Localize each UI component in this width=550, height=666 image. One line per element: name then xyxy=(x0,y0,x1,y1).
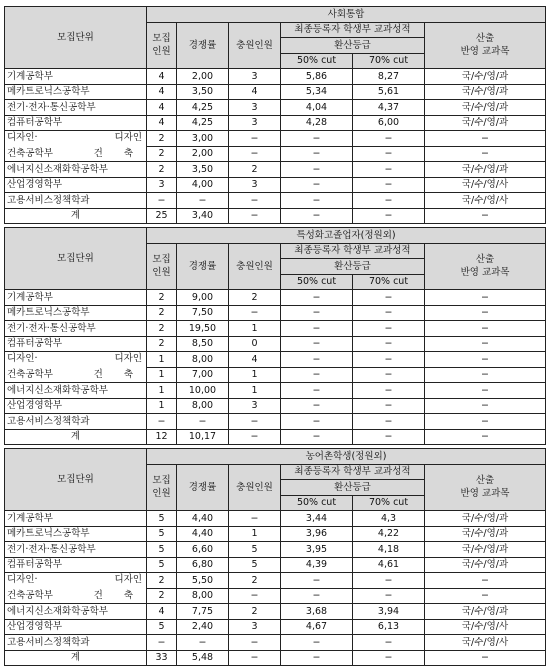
ratio-cell: 2,40 xyxy=(177,619,229,635)
header-cut50: 50% cut xyxy=(281,53,353,69)
unit-name: 기계공학부 xyxy=(5,511,147,527)
unit-architecture-sub-label: 건 축 xyxy=(93,368,142,380)
header-added: 충원인원 xyxy=(229,243,281,290)
quota-cell: 5 xyxy=(147,619,177,635)
header-reflected-subjects xyxy=(425,243,546,290)
cut70-cell: − xyxy=(353,336,425,352)
header-cut70: 70% cut xyxy=(353,53,425,69)
header-refl-line1: 산출 xyxy=(475,475,495,487)
unit-name: 전기·전자·통신공학부 xyxy=(5,100,147,116)
table-row xyxy=(5,305,546,321)
header-unit xyxy=(5,449,147,511)
cut70-cell: − xyxy=(353,146,425,162)
quota-cell: 1 xyxy=(147,383,177,399)
unit-design-architecture xyxy=(5,573,147,604)
cut70-cell: − xyxy=(353,414,425,430)
added-cell: 0 xyxy=(229,336,281,352)
unit-name: 메카트로닉스공학부 xyxy=(5,84,147,100)
added-cell: 2 xyxy=(229,604,281,620)
results-table-3 xyxy=(4,448,545,666)
ratio-cell: 3,00 xyxy=(177,131,229,147)
quota-cell: 2 xyxy=(147,305,177,321)
table-row xyxy=(5,290,546,306)
ratio-cell: 8,50 xyxy=(177,336,229,352)
header-eval-line2: 환산등급 xyxy=(281,259,425,275)
cut70-cell: − xyxy=(353,635,425,651)
table-row xyxy=(5,352,546,368)
table-title: 사회통합 xyxy=(147,7,546,23)
ratio-cell: 5,50 xyxy=(177,573,229,589)
unit-name: 계 xyxy=(5,429,147,445)
quota-cell: 5 xyxy=(147,526,177,542)
subjects-cell: 국/수/영/과 xyxy=(425,526,546,542)
quota-cell: 2 xyxy=(147,131,177,147)
header-eval-line1: 최종등록자 학생부 교과성적 xyxy=(281,243,425,259)
ratio-cell: 8,00 xyxy=(177,588,229,604)
table-row xyxy=(5,336,546,352)
quota-cell: 2 xyxy=(147,336,177,352)
cut50-cell: − xyxy=(281,635,353,651)
subjects-cell: 국/수/영/과 xyxy=(425,69,546,85)
table-row xyxy=(5,398,546,414)
table-row xyxy=(5,429,546,445)
quota-cell: 3 xyxy=(147,177,177,193)
table-row xyxy=(5,69,546,85)
subjects-cell: − xyxy=(425,414,546,430)
subjects-cell: 국/수/영/과 xyxy=(425,604,546,620)
unit-name: 메카트로닉스공학부 xyxy=(5,526,147,542)
unit-design-sub-label: 디자인 xyxy=(114,353,142,364)
quota-cell: 5 xyxy=(147,557,177,573)
subjects-cell: − xyxy=(425,305,546,321)
added-cell: − xyxy=(229,429,281,445)
cut70-cell: − xyxy=(353,573,425,589)
ratio-cell: 8,00 xyxy=(177,398,229,414)
unit-name: 고용서비스정책학과 xyxy=(5,414,147,430)
unit-design-label: 디자인· xyxy=(7,132,38,143)
table-row xyxy=(5,511,546,527)
subjects-cell: 국/수/영/과 xyxy=(425,511,546,527)
header-quota-line2: 인원 xyxy=(152,267,171,279)
added-cell: − xyxy=(229,146,281,162)
cut70-cell: 3,94 xyxy=(353,604,425,620)
cut50-cell: − xyxy=(281,650,353,666)
results-table-1 xyxy=(4,6,545,224)
cut50-cell: − xyxy=(281,367,353,383)
unit-architecture-label: 건축공학부 xyxy=(7,589,53,601)
unit-name: 컴퓨터공학부 xyxy=(5,115,147,131)
subjects-cell: − xyxy=(425,131,546,147)
cut50-cell: − xyxy=(281,290,353,306)
table-row xyxy=(5,557,546,573)
cut70-cell: − xyxy=(353,650,425,666)
unit-name: 에너지신소재화학공학부 xyxy=(5,604,147,620)
added-cell: 1 xyxy=(229,321,281,337)
table-row xyxy=(5,321,546,337)
header-added: 충원인원 xyxy=(229,22,281,69)
unit-name: 기계공학부 xyxy=(5,290,147,306)
header-cut50: 50% cut xyxy=(281,274,353,290)
header-cut50: 50% cut xyxy=(281,495,353,511)
ratio-cell: 4,00 xyxy=(177,177,229,193)
header-cut70: 70% cut xyxy=(353,495,425,511)
subjects-cell: − xyxy=(425,588,546,604)
table-row xyxy=(5,650,546,666)
header-quota xyxy=(147,464,177,511)
unit-design-sub-label: 디자인 xyxy=(114,574,142,585)
quota-cell: − xyxy=(147,193,177,209)
header-unit-label: 모집단위 xyxy=(57,32,94,43)
quota-cell: 2 xyxy=(147,573,177,589)
table-row xyxy=(5,100,546,116)
unit-name: 전기·전자·통신공학부 xyxy=(5,542,147,558)
subjects-cell: 국/수/영/과 xyxy=(425,542,546,558)
subjects-cell: − xyxy=(425,367,546,383)
header-cut70: 70% cut xyxy=(353,274,425,290)
unit-name: 컴퓨터공학부 xyxy=(5,557,147,573)
subjects-cell: 국/수/영/과 xyxy=(425,115,546,131)
table-row xyxy=(5,177,546,193)
results-table-2 xyxy=(4,227,545,445)
header-ratio: 경쟁률 xyxy=(177,22,229,69)
unit-architecture-sub-label: 건 축 xyxy=(93,147,142,159)
ratio-cell: 3,50 xyxy=(177,84,229,100)
ratio-cell: − xyxy=(177,635,229,651)
cut50-cell: 3,68 xyxy=(281,604,353,620)
ratio-cell: 7,75 xyxy=(177,604,229,620)
cut50-cell: − xyxy=(281,588,353,604)
cut50-cell: − xyxy=(281,398,353,414)
cut70-cell: − xyxy=(353,208,425,224)
cut70-cell: 4,3 xyxy=(353,511,425,527)
added-cell: − xyxy=(229,208,281,224)
cut50-cell: − xyxy=(281,573,353,589)
header-eval-line1: 최종등록자 학생부 교과성적 xyxy=(281,22,425,38)
cut70-cell: − xyxy=(353,177,425,193)
ratio-cell: 4,40 xyxy=(177,526,229,542)
quota-cell: 2 xyxy=(147,162,177,178)
ratio-cell: − xyxy=(177,193,229,209)
subjects-cell: − xyxy=(425,573,546,589)
quota-cell: 4 xyxy=(147,69,177,85)
header-quota-line2: 인원 xyxy=(152,46,171,58)
subjects-cell: 국/수/영/사 xyxy=(425,177,546,193)
unit-design-sub-label: 디자인 xyxy=(114,132,142,143)
quota-cell: 1 xyxy=(147,352,177,368)
table-row xyxy=(5,414,546,430)
header-quota-line2: 인원 xyxy=(152,488,171,500)
table-row xyxy=(5,542,546,558)
header-reflected-subjects xyxy=(425,22,546,69)
added-cell: 5 xyxy=(229,557,281,573)
header-refl-line2: 반영 교과목 xyxy=(460,488,510,500)
header-quota-line1: 모집 xyxy=(152,33,171,45)
unit-name: 고용서비스정책학과 xyxy=(5,635,147,651)
cut50-cell: − xyxy=(281,146,353,162)
header-reflected-subjects xyxy=(425,464,546,511)
header-refl-line2: 반영 교과목 xyxy=(460,267,510,279)
cut70-cell: 8,27 xyxy=(353,69,425,85)
subjects-cell: − xyxy=(425,429,546,445)
unit-design-label: 디자인· xyxy=(7,574,38,585)
table-title: 특성화고졸업자(정원외) xyxy=(147,228,546,244)
unit-name: 컴퓨터공학부 xyxy=(5,336,147,352)
unit-name: 계 xyxy=(5,208,147,224)
cut50-cell: − xyxy=(281,383,353,399)
cut50-cell: 3,96 xyxy=(281,526,353,542)
unit-name: 산업경영학부 xyxy=(5,398,147,414)
cut50-cell: − xyxy=(281,177,353,193)
added-cell: 2 xyxy=(229,290,281,306)
cut50-cell: 5,86 xyxy=(281,69,353,85)
quota-cell: 4 xyxy=(147,100,177,116)
header-unit-label: 모집단위 xyxy=(57,253,94,264)
cut70-cell: − xyxy=(353,367,425,383)
ratio-cell: 19,50 xyxy=(177,321,229,337)
unit-name: 기계공학부 xyxy=(5,69,147,85)
cut50-cell: − xyxy=(281,414,353,430)
ratio-cell: 5,48 xyxy=(177,650,229,666)
header-quota-line1: 모집 xyxy=(152,475,171,487)
unit-name: 산업경영학부 xyxy=(5,177,147,193)
added-cell: 2 xyxy=(229,162,281,178)
quota-cell: 1 xyxy=(147,398,177,414)
quota-cell: 2 xyxy=(147,321,177,337)
quota-cell: − xyxy=(147,635,177,651)
cut70-cell: 4,22 xyxy=(353,526,425,542)
cut50-cell: 3,95 xyxy=(281,542,353,558)
unit-architecture-label: 건축공학부 xyxy=(7,147,53,159)
quota-cell: 4 xyxy=(147,84,177,100)
header-added: 충원인원 xyxy=(229,464,281,511)
ratio-cell: 4,25 xyxy=(177,115,229,131)
cut50-cell: − xyxy=(281,208,353,224)
cut70-cell: 5,61 xyxy=(353,84,425,100)
cut70-cell: − xyxy=(353,383,425,399)
added-cell: − xyxy=(229,193,281,209)
ratio-cell: 4,40 xyxy=(177,511,229,527)
cut50-cell: − xyxy=(281,352,353,368)
added-cell: 1 xyxy=(229,526,281,542)
cut70-cell: − xyxy=(353,321,425,337)
quota-cell: 12 xyxy=(147,429,177,445)
unit-name: 계 xyxy=(5,650,147,666)
table-row xyxy=(5,115,546,131)
header-refl-line1: 산출 xyxy=(475,254,495,266)
subjects-cell: 국/수/영/과 xyxy=(425,162,546,178)
table-row xyxy=(5,162,546,178)
cut50-cell: 4,67 xyxy=(281,619,353,635)
cut50-cell: − xyxy=(281,305,353,321)
subjects-cell: − xyxy=(425,398,546,414)
quota-cell: 25 xyxy=(147,208,177,224)
subjects-cell: 국/수/영/사 xyxy=(425,635,546,651)
cut50-cell: 4,28 xyxy=(281,115,353,131)
ratio-cell: 9,00 xyxy=(177,290,229,306)
unit-name: 에너지신소재화학공학부 xyxy=(5,383,147,399)
unit-name: 산업경영학부 xyxy=(5,619,147,635)
table-row xyxy=(5,635,546,651)
header-unit-label: 모집단위 xyxy=(57,474,94,485)
cut50-cell: − xyxy=(281,429,353,445)
header-eval-line2: 환산등급 xyxy=(281,480,425,496)
cut70-cell: − xyxy=(353,290,425,306)
subjects-cell: 국/수/영/과 xyxy=(425,557,546,573)
header-unit xyxy=(5,228,147,290)
ratio-cell: 2,00 xyxy=(177,146,229,162)
ratio-cell: − xyxy=(177,414,229,430)
cut70-cell: − xyxy=(353,429,425,445)
added-cell: 5 xyxy=(229,542,281,558)
header-eval-line1: 최종등록자 학생부 교과성적 xyxy=(281,464,425,480)
added-cell: − xyxy=(229,305,281,321)
ratio-cell: 2,00 xyxy=(177,69,229,85)
cut50-cell: − xyxy=(281,131,353,147)
cut50-cell: 3,44 xyxy=(281,511,353,527)
header-eval-line2: 환산등급 xyxy=(281,38,425,54)
added-cell: 1 xyxy=(229,367,281,383)
ratio-cell: 10,00 xyxy=(177,383,229,399)
added-cell: 4 xyxy=(229,352,281,368)
added-cell: − xyxy=(229,414,281,430)
header-quota xyxy=(147,22,177,69)
added-cell: 3 xyxy=(229,398,281,414)
added-cell: 4 xyxy=(229,84,281,100)
ratio-cell: 6,80 xyxy=(177,557,229,573)
subjects-cell: − xyxy=(425,290,546,306)
subjects-cell: 국/수/영/사 xyxy=(425,619,546,635)
cut70-cell: − xyxy=(353,588,425,604)
quota-cell: − xyxy=(147,414,177,430)
header-ratio: 경쟁률 xyxy=(177,243,229,290)
table-row xyxy=(5,604,546,620)
added-cell: − xyxy=(229,588,281,604)
subjects-cell: − xyxy=(425,208,546,224)
cut70-cell: 4,18 xyxy=(353,542,425,558)
header-refl-line1: 산출 xyxy=(475,33,495,45)
table-row xyxy=(5,573,546,589)
quota-cell: 4 xyxy=(147,604,177,620)
unit-architecture-label: 건축공학부 xyxy=(7,368,53,380)
ratio-cell: 3,40 xyxy=(177,208,229,224)
subjects-cell: − xyxy=(425,650,546,666)
added-cell: − xyxy=(229,635,281,651)
subjects-cell: − xyxy=(425,146,546,162)
cut70-cell: 4,61 xyxy=(353,557,425,573)
unit-name: 메카트로닉스공학부 xyxy=(5,305,147,321)
quota-cell: 5 xyxy=(147,511,177,527)
cut50-cell: 5,34 xyxy=(281,84,353,100)
subjects-cell: − xyxy=(425,336,546,352)
quota-cell: 2 xyxy=(147,146,177,162)
ratio-cell: 8,00 xyxy=(177,352,229,368)
ratio-cell: 7,50 xyxy=(177,305,229,321)
quota-cell: 1 xyxy=(147,367,177,383)
added-cell: 3 xyxy=(229,115,281,131)
header-quota-line1: 모집 xyxy=(152,254,171,266)
unit-design-architecture xyxy=(5,131,147,162)
header-ratio: 경쟁률 xyxy=(177,464,229,511)
unit-design-architecture xyxy=(5,352,147,383)
subjects-cell: 국/수/영/사 xyxy=(425,193,546,209)
subjects-cell: 국/수/영/과 xyxy=(425,100,546,116)
quota-cell: 5 xyxy=(147,542,177,558)
header-refl-line2: 반영 교과목 xyxy=(460,46,510,58)
cut70-cell: − xyxy=(353,352,425,368)
cut70-cell: − xyxy=(353,193,425,209)
table-row xyxy=(5,84,546,100)
unit-design-label: 디자인· xyxy=(7,353,38,364)
quota-cell: 2 xyxy=(147,290,177,306)
added-cell: 3 xyxy=(229,100,281,116)
table-row xyxy=(5,131,546,147)
added-cell: 3 xyxy=(229,69,281,85)
subjects-cell: − xyxy=(425,352,546,368)
unit-name: 고용서비스정책학과 xyxy=(5,193,147,209)
cut50-cell: 4,39 xyxy=(281,557,353,573)
ratio-cell: 10,17 xyxy=(177,429,229,445)
ratio-cell: 6,60 xyxy=(177,542,229,558)
table-row xyxy=(5,208,546,224)
subjects-cell: − xyxy=(425,321,546,337)
added-cell: − xyxy=(229,131,281,147)
table-row xyxy=(5,383,546,399)
header-unit xyxy=(5,7,147,69)
table-title: 농어촌학생(정원외) xyxy=(147,449,546,465)
cut70-cell: − xyxy=(353,305,425,321)
added-cell: − xyxy=(229,650,281,666)
cut50-cell: − xyxy=(281,321,353,337)
cut50-cell: 4,04 xyxy=(281,100,353,116)
quota-cell: 4 xyxy=(147,115,177,131)
ratio-cell: 4,25 xyxy=(177,100,229,116)
ratio-cell: 7,00 xyxy=(177,367,229,383)
cut70-cell: − xyxy=(353,398,425,414)
added-cell: 1 xyxy=(229,383,281,399)
unit-name: 전기·전자·통신공학부 xyxy=(5,321,147,337)
table-row xyxy=(5,526,546,542)
ratio-cell: 3,50 xyxy=(177,162,229,178)
cut70-cell: 6,00 xyxy=(353,115,425,131)
subjects-cell: − xyxy=(425,383,546,399)
cut70-cell: 4,37 xyxy=(353,100,425,116)
header-quota xyxy=(147,243,177,290)
added-cell: 3 xyxy=(229,619,281,635)
cut50-cell: − xyxy=(281,193,353,209)
table-row xyxy=(5,619,546,635)
table-row xyxy=(5,193,546,209)
unit-architecture-sub-label: 건 축 xyxy=(93,589,142,601)
cut70-cell: − xyxy=(353,162,425,178)
cut50-cell: − xyxy=(281,162,353,178)
subjects-cell: 국/수/영/과 xyxy=(425,84,546,100)
added-cell: 2 xyxy=(229,573,281,589)
unit-name: 에너지신소재화학공학부 xyxy=(5,162,147,178)
quota-cell: 2 xyxy=(147,588,177,604)
cut70-cell: 6,13 xyxy=(353,619,425,635)
added-cell: 3 xyxy=(229,177,281,193)
cut70-cell: − xyxy=(353,131,425,147)
added-cell: − xyxy=(229,511,281,527)
cut50-cell: − xyxy=(281,336,353,352)
quota-cell: 33 xyxy=(147,650,177,666)
